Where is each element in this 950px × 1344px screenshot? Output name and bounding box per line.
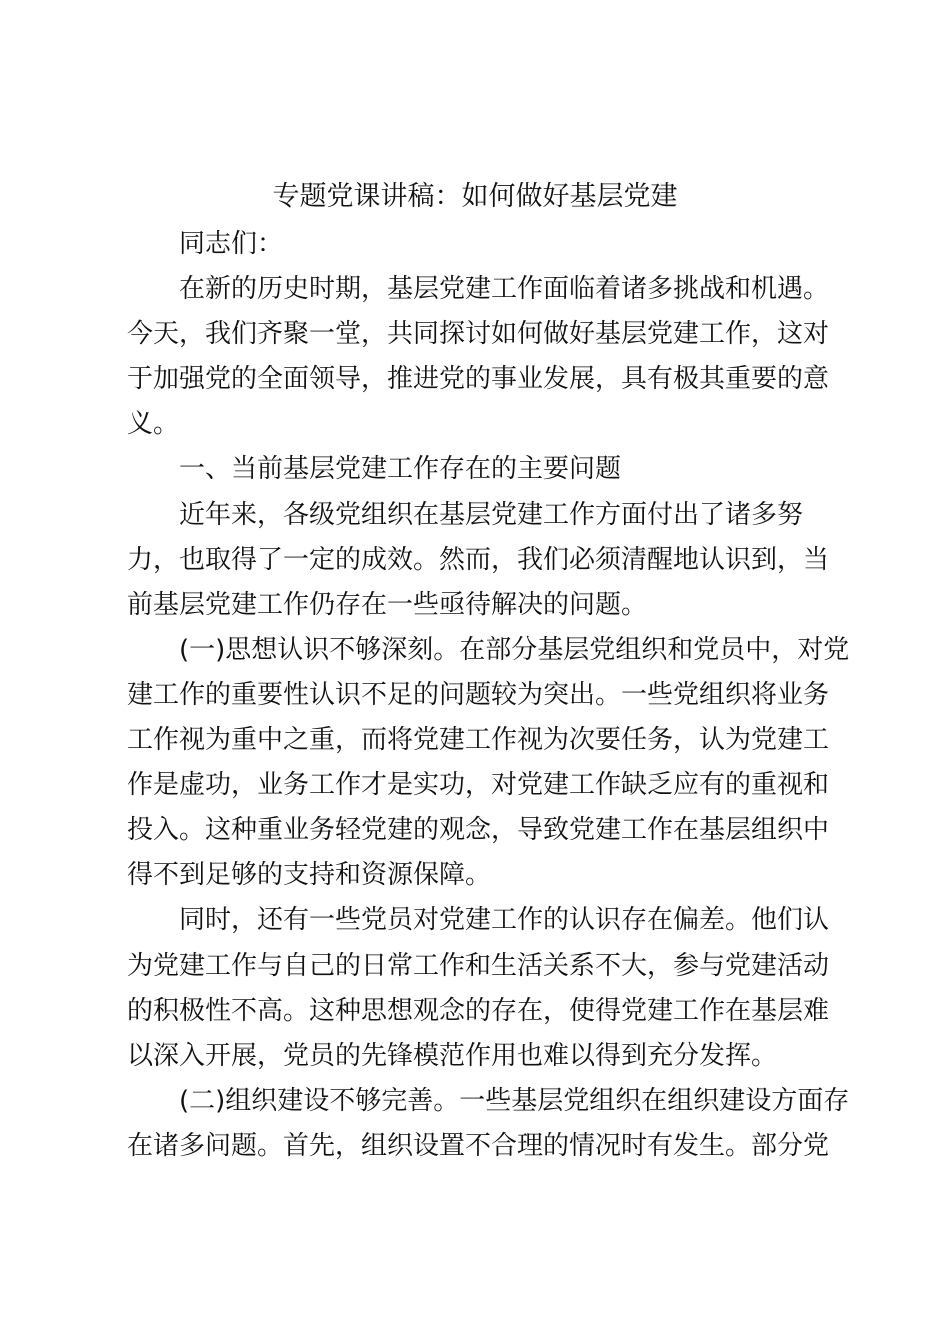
text-line: 为党建工作与自己的日常工作和生活关系不大，参与党建活动 xyxy=(127,950,830,981)
text-line: 今天，我们齐聚一堂，共同探讨如何做好基层党建工作，这对 xyxy=(127,319,830,350)
text-line: 工作视为重中之重，而将党建工作视为次要任务，认为党建工 xyxy=(127,725,830,756)
text-line: 义。 xyxy=(127,409,180,440)
text-line: (二)组织建设不够完善。一些基层党组织在组织建设方面存 xyxy=(179,1085,850,1116)
text-line: 力，也取得了一定的成效。然而，我们必须清醒地认识到，当 xyxy=(127,544,830,575)
text-line: 得不到足够的支持和资源保障。 xyxy=(127,860,492,891)
text-line: 的积极性不高。这种思想观念的存在，使得党建工作在基层难 xyxy=(127,995,830,1026)
text-line: 在诸多问题。首先，组织设置不合理的情况时有发生。部分党 xyxy=(127,1130,830,1161)
text-line: 投入。这种重业务轻党建的观念，导致党建工作在基层组织中 xyxy=(127,815,830,846)
text-line: 建工作的重要性认识不足的问题较为突出。一些党组织将业务 xyxy=(127,679,830,710)
text-line: (一)思想认识不够深刻。在部分基层党组织和党员中，对党 xyxy=(179,634,850,665)
document-title: 专题党课讲稿：如何做好基层党建 xyxy=(272,181,678,212)
text-line: 同志们： xyxy=(179,229,284,259)
text-line: 于加强党的全面领导，推进党的事业发展，具有极其重要的意 xyxy=(127,364,830,395)
text-line: 一、当前基层党建工作存在的主要问题 xyxy=(179,454,622,485)
text-line: 同时，还有一些党员对党建工作的认识存在偏差。他们认 xyxy=(179,905,830,936)
text-line: 近年来，各级党组织在基层党建工作方面付出了诸多努 xyxy=(179,499,804,530)
text-line: 在新的历史时期，基层党建工作面临着诸多挑战和机遇。 xyxy=(179,274,830,305)
text-line: 前基层党建工作仍存在一些亟待解决的问题。 xyxy=(127,589,648,620)
text-line: 作是虚功，业务工作才是实功，对党建工作缺乏应有的重视和 xyxy=(127,770,830,801)
text-line: 以深入开展，党员的先锋模范作用也难以得到充分发挥。 xyxy=(127,1040,778,1071)
document-body xyxy=(127,222,850,1169)
